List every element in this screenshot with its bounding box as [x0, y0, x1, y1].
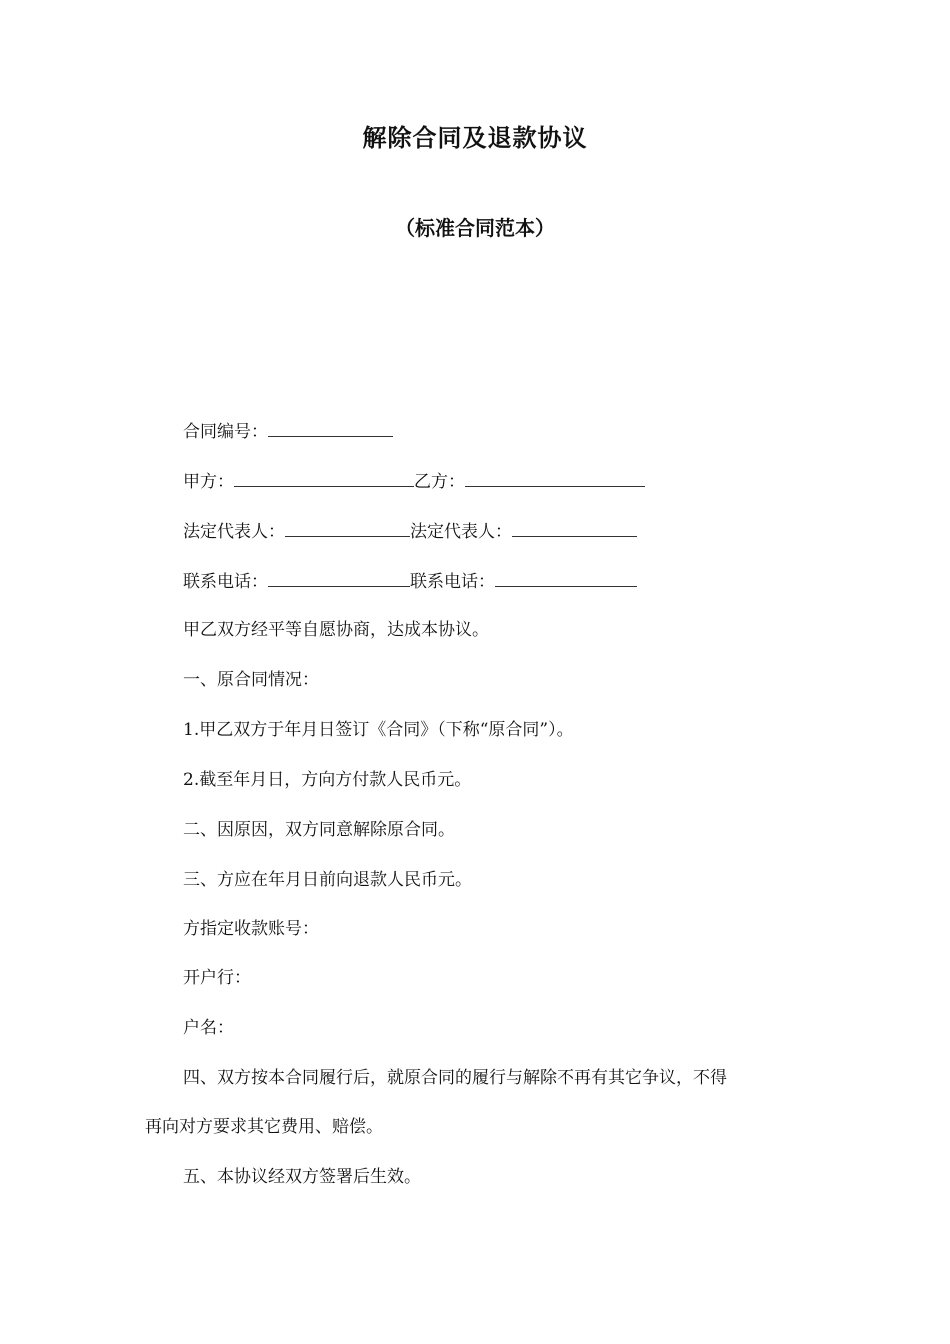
phone-b-blank[interactable]	[495, 568, 637, 587]
party-b-label: 乙方：	[414, 472, 465, 492]
paragraph-intro: 甲乙双方经平等自愿协商，达成本协议。	[183, 620, 489, 640]
phone-a-label: 联系电话：	[183, 572, 268, 592]
document-subtitle: （标准合同范本）	[395, 216, 555, 240]
contract-number-row	[183, 418, 393, 444]
phone-b-label: 联系电话：	[410, 572, 495, 592]
legal-rep-a-blank[interactable]	[285, 518, 410, 537]
clause-one-item-2: 2.截至年月日，方向方付款人民币元。	[183, 770, 472, 790]
document-title: 解除合同及退款协议	[362, 124, 588, 152]
party-b-blank[interactable]	[465, 468, 645, 487]
legal-rep-b-label: 法定代表人：	[410, 522, 512, 542]
clause-four-line-2: 再向对方要求其它费用、赔偿。	[145, 1117, 383, 1137]
clause-three: 三、方应在年月日前向退款人民币元。	[183, 870, 472, 890]
clause-two: 二、因原因，双方同意解除原合同。	[183, 820, 455, 840]
clause-five: 五、本协议经双方签署后生效。	[183, 1167, 421, 1187]
clause-four-line-1: 四、双方按本合同履行后，就原合同的履行与解除不再有其它争议，不得	[183, 1068, 727, 1088]
bank-line: 开户行：	[183, 968, 251, 988]
legal-rep-a-label: 法定代表人：	[183, 522, 285, 542]
party-a-blank[interactable]	[234, 468, 414, 487]
contract-number-label: 合同编号：	[183, 422, 268, 442]
phone-a-blank[interactable]	[268, 568, 410, 587]
clause-one-heading: 一、原合同情况：	[183, 670, 319, 690]
legal-rep-row	[183, 518, 637, 544]
account-number-line: 方指定收款账号：	[183, 919, 319, 939]
clause-one-item-1: 1.甲乙双方于年月日签订《合同》（下称“原合同”）。	[183, 720, 574, 740]
party-a-label: 甲方：	[183, 472, 234, 492]
account-name-line: 户名：	[183, 1018, 234, 1038]
contract-number-blank[interactable]	[268, 418, 393, 437]
phone-row	[183, 568, 637, 594]
legal-rep-b-blank[interactable]	[512, 518, 637, 537]
parties-row	[183, 468, 645, 494]
